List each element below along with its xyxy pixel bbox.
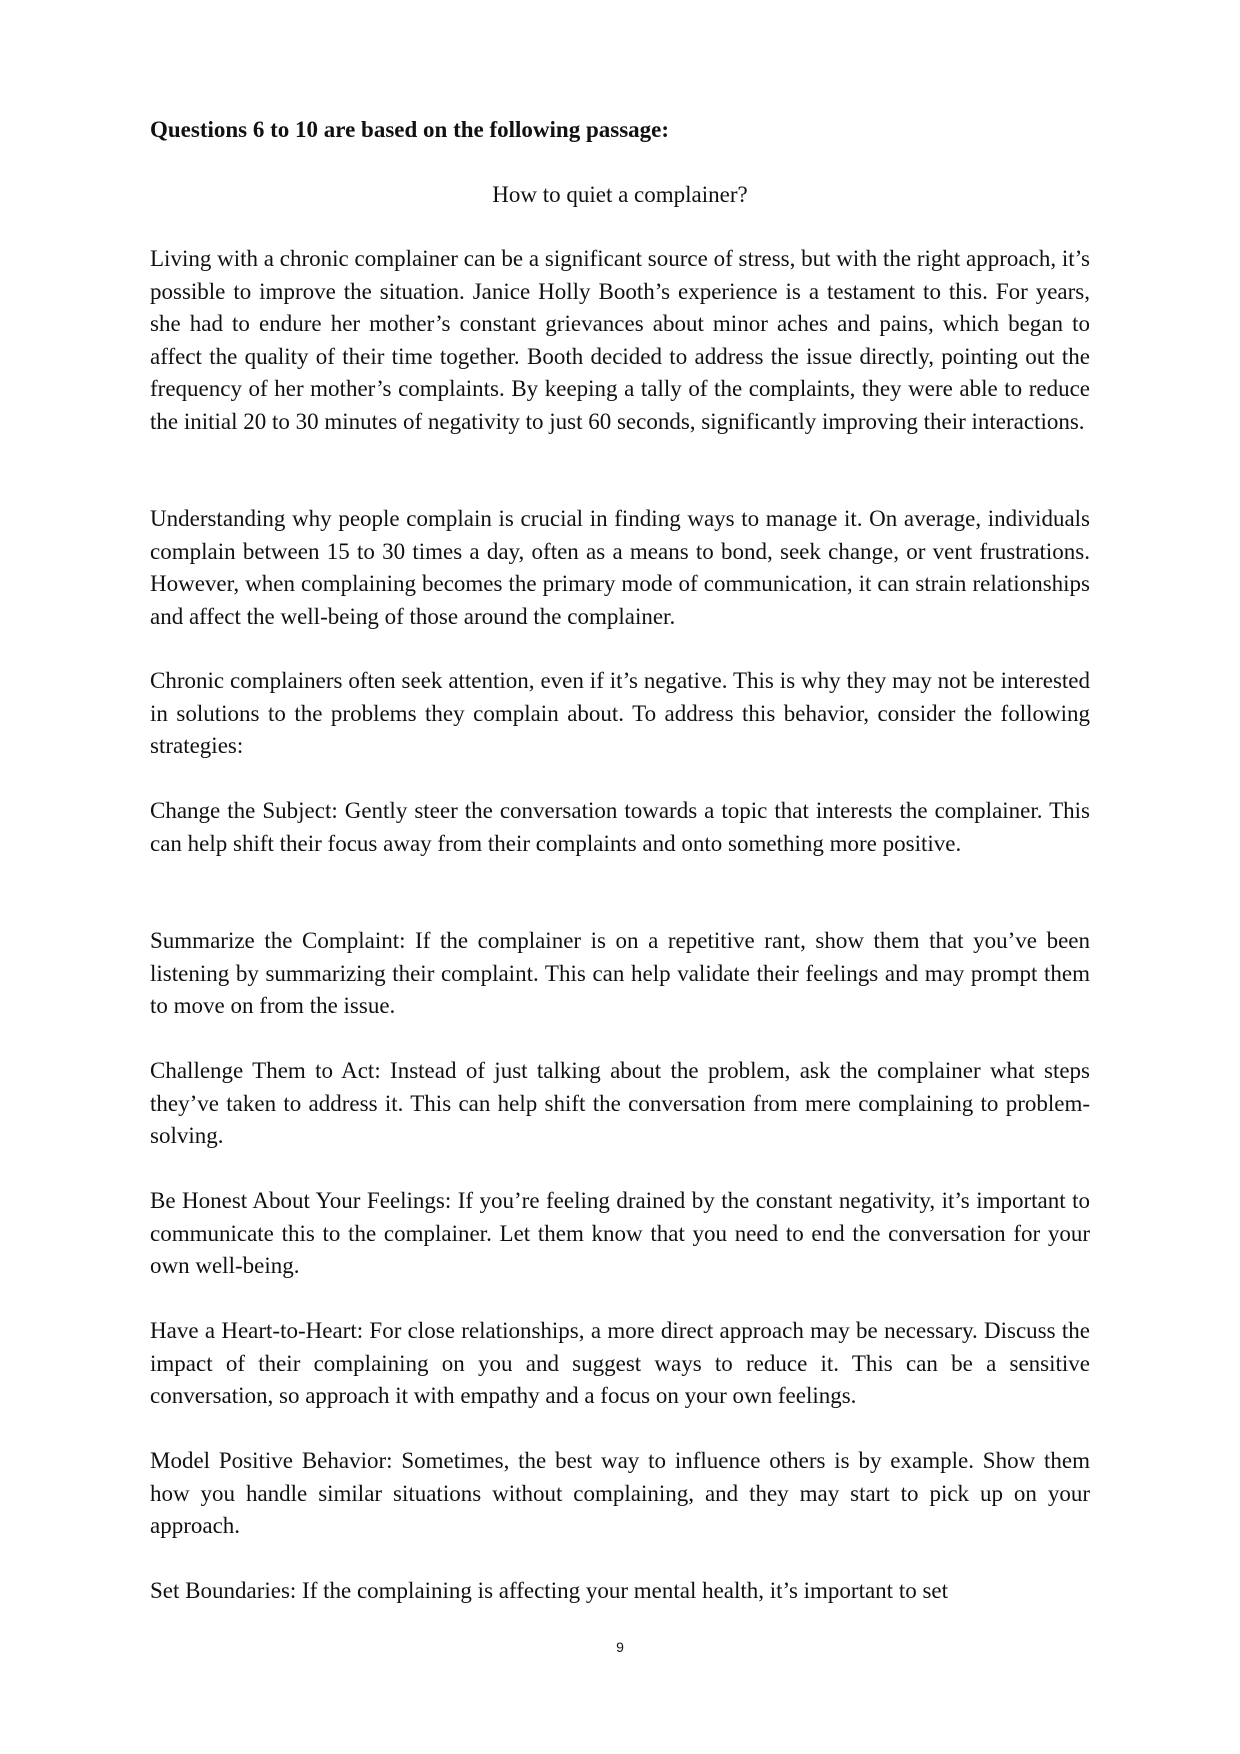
paragraph-attention: Chronic complainers often seek attention, even if it’s negative. This is why they may not be interested in solutions to the problems they complain about. To address this behavior, consider the following strategies: [150, 668, 1090, 758]
paragraph-change-subject: Change the Subject: Gently steer the conversation towards a topic that interests the complainer. This can help shift their focus away from their complaints and onto something more positive. [150, 798, 1090, 856]
paragraph-heart-to-heart: Have a Heart-to-Heart: For close relationships, a more direct approach may be necessary. Discuss the impact of their complaining on you and suggest ways to reduce it. This can be a sensitive conversation, so approach it with empathy and a focus on your own feelings. [150, 1318, 1090, 1408]
section-heading: Questions 6 to 10 are based on the following passage: [150, 117, 670, 142]
paragraph-boundaries: Set Boundaries: If the complaining is affecting your mental health, it’s important to set [150, 1578, 949, 1603]
paragraph-model-behavior: Model Positive Behavior: Sometimes, the best way to influence others is by example. Show them how you handle similar situations without complaining, and they may start to pick up on your approach. [150, 1448, 1090, 1538]
passage-title: How to quiet a complainer? [492, 182, 748, 207]
page-number: 9 [616, 1639, 624, 1655]
paragraph-intro: Living with a chronic complainer can be a significant source of stress, but with the right approach, it’s possible to improve the situation. Janice Holly Booth’s experience is a testament to this. For years, she had to endure her mother’s constant grievances about minor aches and pains, which began to affect the quality of their time together. Booth decided to address the issue directly, pointing out the frequency of her mother’s complaints. By keeping a tally of the complaints, they were able to reduce the initial 20 to 30 minutes of negativity to just 60 seconds, significantly improving their interactions. [150, 246, 1090, 434]
paragraph-summarize: Summarize the Complaint: If the complainer is on a repetitive rant, show them that you’ve been listening by summarizing their complaint. This can help validate their feelings and may prompt them to move on from the issue. [150, 928, 1090, 1018]
paragraph-why-complain: Understanding why people complain is crucial in finding ways to manage it. On average, individuals complain between 15 to 30 times a day, often as a means to bond, seek change, or vent frustrations. However, when complaining becomes the primary mode of communication, it can strain relationships and affect the well-being of those around the complainer. [150, 506, 1090, 629]
paragraph-honest: Be Honest About Your Feelings: If you’re feeling drained by the constant negativity, it’s important to communicate this to the complainer. Let them know that you need to end the conversation for your own well-being. [150, 1188, 1090, 1278]
paragraph-challenge: Challenge Them to Act: Instead of just talking about the problem, ask the complainer what steps they’ve taken to address it. This can help shift the conversation from mere complaining to problem-solving. [150, 1058, 1090, 1148]
